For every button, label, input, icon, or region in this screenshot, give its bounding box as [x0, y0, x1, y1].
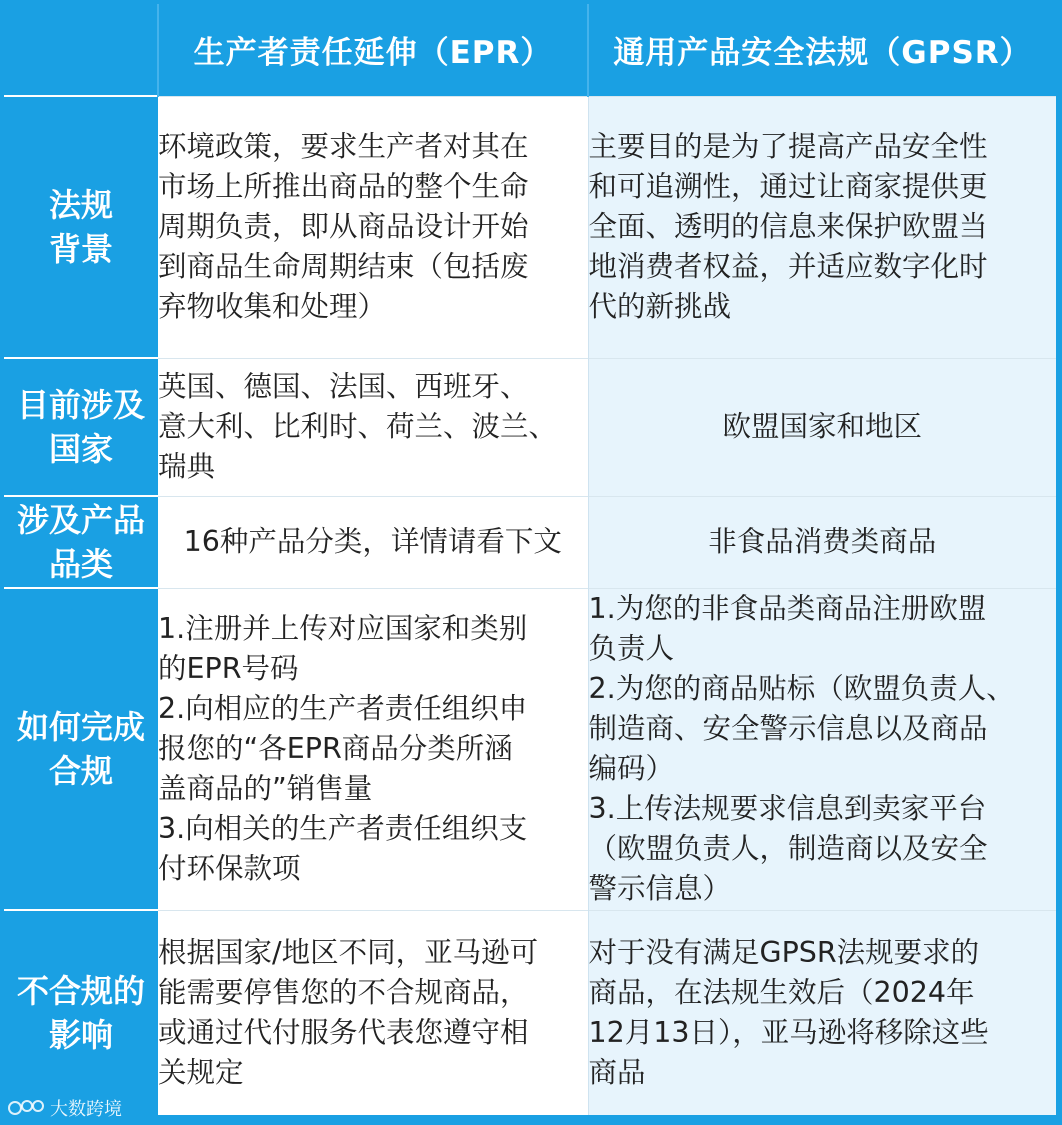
- header-corner: [4, 4, 158, 96]
- epr-countries-cell: 英国、德国、法国、西班牙、 意大利、比利时、荷兰、波兰、 瑞典: [158, 358, 588, 496]
- table-row: [4, 496, 1056, 588]
- epr-background-cell: 环境政策，要求生产者对其在 市场上所推出商品的整个生命 周期负责，即从商品设计开始 到商品生命周期结束（包括废 弃物收集和处理）: [158, 96, 588, 358]
- watermark: [8, 1095, 122, 1121]
- gpsr-background-cell: 主要目的是为了提高产品安全性 和可追溯性，通过让商家提供更 全面、透明的信息来保护欧盟当 地消费者权益，并适应数字化时 代的新挑战: [588, 96, 1056, 358]
- gpsr-impact-cell: 对于没有满足GPSR法规要求的 商品，在法规生效后（2024年 12月13日），亚马逊将移除这些 商品: [588, 910, 1056, 1115]
- gpsr-categories-cell: 非食品消费类商品: [588, 496, 1056, 588]
- header-row: [4, 4, 1056, 96]
- row-label-background: 法规 背景: [4, 96, 158, 358]
- table-row: [4, 358, 1056, 496]
- epr-compliance-cell: 1.注册并上传对应国家和类别 的EPR号码 2.向相应的生产者责任组织申 报您的“各EPR商品分类所涵 盖商品的”销售量 3.向相关的生产者责任组织支 付环保款项: [158, 588, 588, 910]
- table-row: [4, 96, 1056, 358]
- header-epr: 生产者责任延伸（EPR）: [158, 4, 588, 96]
- row-label-categories: 涉及产品 品类: [4, 496, 158, 588]
- watermark-text: 大数跨境: [50, 1099, 122, 1120]
- table-row: [4, 910, 1056, 1115]
- row-label-countries: 目前涉及 国家: [4, 358, 158, 496]
- row-label-impact: 不合规的 影响: [4, 910, 158, 1115]
- gpsr-compliance-cell: 1.为您的非食品类商品注册欧盟 负责人 2.为您的商品贴标（欧盟负责人、 制造商、安全警示信息以及商品 编码） 3.上传法规要求信息到卖家平台 （欧盟负责人，制造商以及安全 警示信息）: [588, 588, 1056, 910]
- table-row: [4, 588, 1056, 910]
- row-label-compliance: 如何完成 合规: [4, 588, 158, 910]
- comparison-table: [4, 4, 1056, 1115]
- epr-impact-cell: 根据国家/地区不同，亚马逊可 能需要停售您的不合规商品， 或通过代付服务代表您遵守相 关规定: [158, 910, 588, 1115]
- header-gpsr: 通用产品安全法规（GPSR）: [588, 4, 1056, 96]
- gpsr-countries-cell: 欧盟国家和地区: [588, 358, 1056, 496]
- brand-logo-icon: [8, 1098, 46, 1118]
- epr-categories-cell: 16种产品分类，详情请看下文: [158, 496, 588, 588]
